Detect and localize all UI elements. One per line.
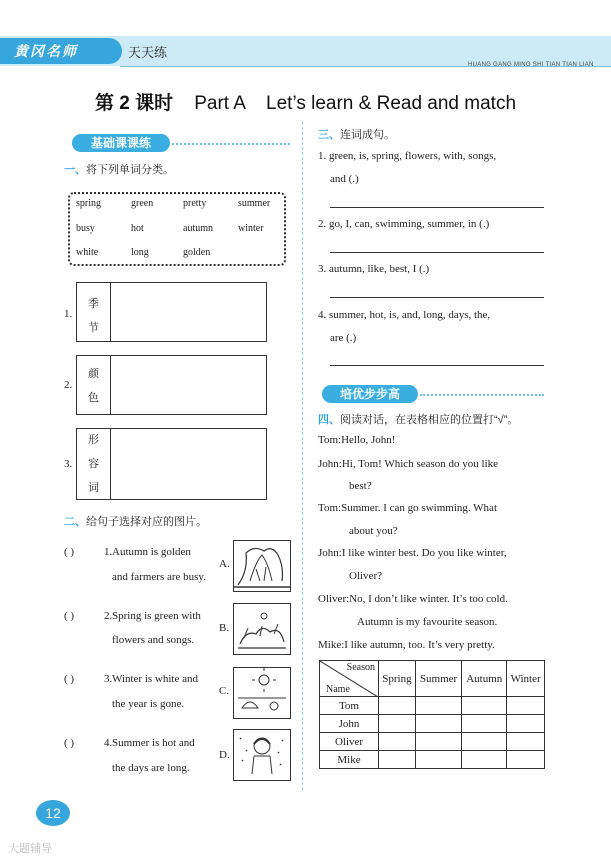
answer-paren[interactable]: ( ) — [64, 673, 75, 685]
speaker: Tom: — [318, 502, 342, 514]
section2-text: 给句子选择对应的图片。 — [86, 516, 207, 528]
topic-label: Let’s learn & Read and match — [266, 93, 517, 114]
answer-paren[interactable]: ( ) — [64, 610, 75, 622]
dialog-line — [318, 546, 507, 560]
badge-dotline — [420, 394, 544, 396]
section1-number: 一、 — [64, 164, 86, 176]
word: long — [131, 247, 149, 258]
box3-number: 3. — [64, 458, 73, 470]
table-cell[interactable] — [462, 697, 507, 715]
dialog-line — [318, 457, 498, 471]
answer-line[interactable] — [330, 365, 544, 366]
page-title — [0, 88, 611, 115]
box2-label — [88, 362, 99, 410]
winter-picture — [233, 729, 291, 781]
table-cell[interactable] — [462, 715, 507, 733]
category-box-season[interactable] — [76, 282, 267, 342]
box-divider — [110, 282, 111, 342]
item-line1: Summer is hot and — [112, 737, 195, 749]
row-header: John — [320, 715, 379, 733]
word: golden — [183, 247, 211, 258]
dialog-line — [318, 638, 495, 652]
col-header: Spring — [379, 661, 416, 697]
answer-paren[interactable]: ( ) — [64, 737, 75, 749]
word: winter — [238, 223, 264, 234]
item-number: 3. — [104, 673, 113, 685]
page-number: 12 — [36, 800, 70, 826]
label-char: 颜 — [88, 368, 99, 380]
section1-text: 将下列单词分类。 — [86, 164, 174, 176]
word: green — [131, 198, 154, 209]
box1-number: 1. — [64, 308, 73, 320]
table-cell[interactable] — [379, 733, 416, 751]
box2-number: 2. — [64, 379, 73, 391]
table-cell[interactable] — [462, 733, 507, 751]
dialog-cont: about you? — [349, 525, 398, 537]
word: spring — [76, 198, 101, 209]
pic-label: D. — [219, 749, 230, 761]
section3-heading — [318, 126, 395, 142]
dialog-line — [318, 592, 508, 606]
word: pretty — [183, 198, 207, 209]
box1-label — [88, 292, 99, 340]
dialog-cont: Oliver? — [349, 570, 382, 582]
label-char: 形 — [88, 434, 99, 446]
speech: Hi, Tom! Which season do you like — [341, 458, 499, 470]
sentence-prompt: 2. go, I, can, swimming, summer, in (.) — [318, 218, 490, 230]
item-line2: the year is gone. — [112, 698, 185, 710]
sentence-prompt: 1. green, is, spring, flowers, with, songs, — [318, 150, 497, 162]
part-label: Part A — [194, 93, 245, 114]
header-pinyin: HUANG GANG MING SHI TIAN TIAN LIAN — [468, 62, 594, 68]
pic-label: C. — [219, 685, 230, 697]
section2-number: 二、 — [64, 516, 86, 528]
sentence-prompt: are (.) — [330, 332, 357, 344]
section4-number: 四、 — [318, 414, 340, 426]
table-cell[interactable] — [507, 751, 545, 769]
section4-heading — [318, 411, 518, 427]
autumn-picture — [233, 540, 291, 592]
column-divider — [302, 122, 303, 790]
section3-text: 连词成句。 — [340, 129, 395, 141]
table-cell[interactable] — [379, 715, 416, 733]
item-line1: Autumn is golden — [112, 546, 191, 558]
corner-season: Season — [346, 662, 375, 673]
speaker: John: — [318, 458, 342, 470]
season-table — [319, 660, 545, 769]
col-header: Winter — [507, 661, 545, 697]
box-divider — [110, 428, 111, 500]
row-header: Oliver — [320, 733, 379, 751]
table-cell[interactable] — [507, 697, 545, 715]
table-corner — [320, 661, 379, 697]
pic-label: A. — [219, 558, 230, 570]
word: white — [76, 247, 99, 258]
item-line2: flowers and songs. — [112, 634, 195, 646]
category-box-color[interactable] — [76, 355, 267, 415]
dialog-cont: Autumn is my favourite season. — [357, 616, 498, 628]
answer-line[interactable] — [330, 252, 544, 253]
item-number: 2. — [104, 610, 113, 622]
sentence-prompt: 4. summer, hot, is, and, long, days, the, — [318, 309, 491, 321]
table-cell[interactable] — [507, 715, 545, 733]
word: hot — [131, 223, 144, 234]
speech: Summer. I can go swimming. What — [341, 502, 497, 514]
item-number: 1. — [104, 546, 113, 558]
speaker: Oliver: — [318, 593, 350, 605]
speech: I like winter best. Do you like winter, — [341, 547, 507, 559]
table-cell[interactable] — [462, 751, 507, 769]
speech: I like autumn, too. It’s very pretty. — [344, 639, 495, 651]
section3-number: 三、 — [318, 129, 340, 141]
label-char: 色 — [88, 392, 99, 404]
category-box-adjective[interactable] — [76, 428, 267, 500]
label-char: 容 — [88, 458, 99, 470]
word: autumn — [183, 223, 213, 234]
col-header: Autumn — [462, 661, 507, 697]
row-header: Mike — [320, 751, 379, 769]
answer-paren[interactable]: ( ) — [64, 546, 75, 558]
pic-label: B. — [219, 622, 230, 634]
section2-heading — [64, 513, 207, 529]
sentence-prompt: and (.) — [330, 173, 359, 185]
label-char: 词 — [88, 482, 99, 494]
section-badge-advanced: 培优步步高 — [322, 385, 418, 403]
item-line2: and farmers are busy. — [112, 571, 206, 583]
sentence-prompt: 3. autumn, like, best, I (.) — [318, 263, 430, 275]
item-line1: Spring is green with — [112, 610, 201, 622]
brand-label: 黄冈名师 — [0, 38, 122, 64]
table-cell[interactable] — [379, 751, 416, 769]
section4-text: 阅读对话，在表格相应的位置打“√”。 — [340, 414, 519, 426]
item-number: 4. — [104, 737, 113, 749]
spring-picture — [233, 603, 291, 655]
watermark: 大题辅导 — [8, 843, 52, 855]
table-cell[interactable] — [379, 697, 416, 715]
table-cell[interactable] — [507, 733, 545, 751]
dialog-line — [318, 433, 395, 447]
badge-dotline — [172, 143, 290, 145]
speaker: John: — [318, 547, 342, 559]
answer-line[interactable] — [330, 297, 544, 298]
item-line2: the days are long. — [112, 762, 190, 774]
word: busy — [76, 223, 95, 234]
answer-line[interactable] — [330, 207, 544, 208]
table-cell[interactable] — [415, 697, 461, 715]
speaker: Tom: — [318, 434, 342, 446]
box-divider — [110, 355, 111, 415]
table-cell[interactable] — [415, 733, 461, 751]
speech: Hello, John! — [341, 434, 396, 446]
row-header: Tom — [320, 697, 379, 715]
summer-beach-picture — [233, 667, 291, 719]
speaker: Mike: — [318, 639, 345, 651]
section-badge-basic: 基础课课练 — [72, 134, 170, 152]
speech: No, I don’t like winter. It’s too cold. — [349, 593, 508, 605]
col-header: Summer — [415, 661, 461, 697]
section1-heading — [64, 161, 174, 177]
header-subtitle: 天天练 — [128, 45, 168, 60]
dialog-cont: best? — [349, 480, 372, 492]
label-char: 季 — [88, 298, 99, 310]
item-line1: Winter is white and — [112, 673, 199, 685]
table-cell[interactable] — [415, 715, 461, 733]
dialog-line — [318, 501, 497, 515]
label-char: 节 — [88, 322, 99, 334]
table-cell[interactable] — [415, 751, 461, 769]
lesson-number: 第 2 课时 — [94, 93, 174, 114]
box3-label — [88, 428, 99, 500]
corner-name: Name — [326, 684, 350, 695]
word: summer — [238, 198, 271, 209]
